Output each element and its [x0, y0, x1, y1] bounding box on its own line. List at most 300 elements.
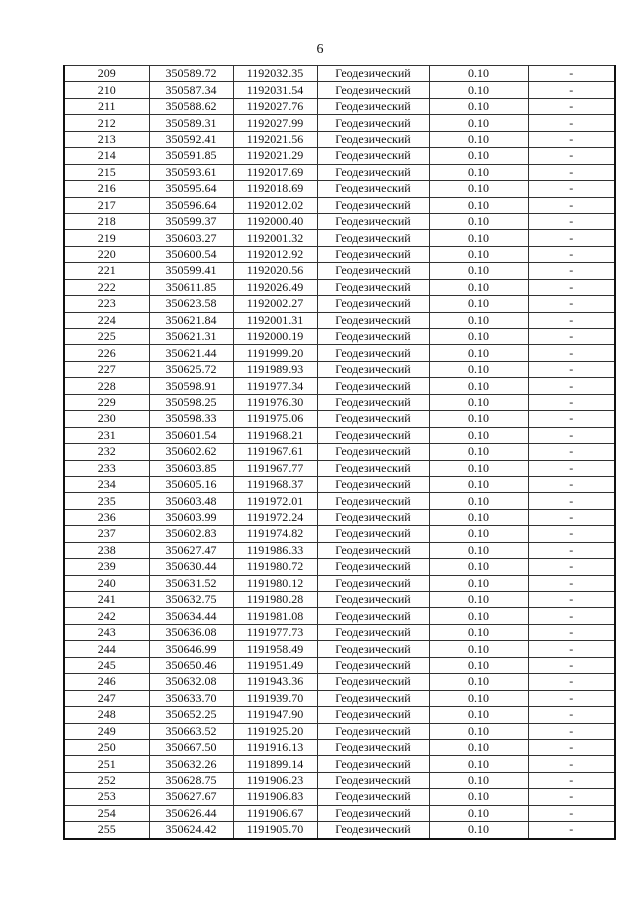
table-row: [64, 296, 615, 312]
accuracy-cell: 0.10: [429, 148, 528, 164]
x-coordinate-cell: 350631.52: [149, 575, 233, 591]
accuracy-cell: 0.10: [429, 279, 528, 295]
y-coordinate-cell: 1191906.23: [233, 772, 317, 788]
y-coordinate-cell: 1192017.69: [233, 164, 317, 180]
method-cell: Геодезический: [317, 526, 429, 542]
x-coordinate-cell: 350599.37: [149, 213, 233, 229]
table-row: [64, 476, 615, 492]
table-row: [64, 805, 615, 821]
method-cell: Геодезический: [317, 444, 429, 460]
y-coordinate-cell: 1192026.49: [233, 279, 317, 295]
method-cell: Геодезический: [317, 115, 429, 131]
accuracy-cell: 0.10: [429, 98, 528, 114]
method-cell: Геодезический: [317, 197, 429, 213]
accuracy-cell: 0.10: [429, 805, 528, 821]
y-coordinate-cell: 1191939.70: [233, 690, 317, 706]
method-cell: Геодезический: [317, 624, 429, 640]
table-row: [64, 246, 615, 262]
method-cell: Геодезический: [317, 394, 429, 410]
point-number-cell: 232: [64, 444, 149, 460]
method-cell: Геодезический: [317, 164, 429, 180]
method-cell: Геодезический: [317, 559, 429, 575]
accuracy-cell: 0.10: [429, 707, 528, 723]
method-cell: Геодезический: [317, 66, 429, 82]
accuracy-cell: 0.10: [429, 476, 528, 492]
table-row: [64, 279, 615, 295]
x-coordinate-cell: 350595.64: [149, 181, 233, 197]
x-coordinate-cell: 350611.85: [149, 279, 233, 295]
point-number-cell: 244: [64, 641, 149, 657]
x-coordinate-cell: 350596.64: [149, 197, 233, 213]
table-row: [64, 559, 615, 575]
x-coordinate-cell: 350598.25: [149, 394, 233, 410]
x-coordinate-cell: 350626.44: [149, 805, 233, 821]
point-number-cell: 233: [64, 460, 149, 476]
coordinates-table: [63, 65, 616, 840]
y-coordinate-cell: 1191980.28: [233, 592, 317, 608]
y-coordinate-cell: 1191925.20: [233, 723, 317, 739]
method-cell: Геодезический: [317, 230, 429, 246]
method-cell: Геодезический: [317, 411, 429, 427]
x-coordinate-cell: 350603.27: [149, 230, 233, 246]
point-number-cell: 234: [64, 476, 149, 492]
x-coordinate-cell: 350634.44: [149, 608, 233, 624]
point-number-cell: 218: [64, 213, 149, 229]
method-cell: Геодезический: [317, 542, 429, 558]
accuracy-cell: 0.10: [429, 164, 528, 180]
accuracy-cell: 0.10: [429, 296, 528, 312]
x-coordinate-cell: 350630.44: [149, 559, 233, 575]
accuracy-cell: 0.10: [429, 213, 528, 229]
x-coordinate-cell: 350599.41: [149, 263, 233, 279]
description-cell: -: [528, 164, 615, 180]
y-coordinate-cell: 1191968.37: [233, 476, 317, 492]
accuracy-cell: 0.10: [429, 246, 528, 262]
table-row: [64, 312, 615, 328]
y-coordinate-cell: 1192012.92: [233, 246, 317, 262]
y-coordinate-cell: 1191986.33: [233, 542, 317, 558]
method-cell: Геодезический: [317, 427, 429, 443]
y-coordinate-cell: 1192031.54: [233, 82, 317, 98]
accuracy-cell: 0.10: [429, 674, 528, 690]
accuracy-cell: 0.10: [429, 526, 528, 542]
table-row: [64, 427, 615, 443]
method-cell: Геодезический: [317, 789, 429, 805]
accuracy-cell: 0.10: [429, 263, 528, 279]
y-coordinate-cell: 1191916.13: [233, 739, 317, 755]
coordinates-table-body: [64, 66, 615, 839]
y-coordinate-cell: 1191906.67: [233, 805, 317, 821]
method-cell: Геодезический: [317, 575, 429, 591]
x-coordinate-cell: 350587.34: [149, 82, 233, 98]
y-coordinate-cell: 1192021.56: [233, 131, 317, 147]
point-number-cell: 240: [64, 575, 149, 591]
x-coordinate-cell: 350598.91: [149, 378, 233, 394]
table-row: [64, 756, 615, 772]
table-row: [64, 509, 615, 525]
description-cell: -: [528, 181, 615, 197]
y-coordinate-cell: 1191974.82: [233, 526, 317, 542]
method-cell: Геодезический: [317, 279, 429, 295]
accuracy-cell: 0.10: [429, 345, 528, 361]
y-coordinate-cell: 1192032.35: [233, 66, 317, 82]
method-cell: Геодезический: [317, 98, 429, 114]
table-row: [64, 361, 615, 377]
accuracy-cell: 0.10: [429, 361, 528, 377]
table-row: [64, 411, 615, 427]
accuracy-cell: 0.10: [429, 230, 528, 246]
method-cell: Геодезический: [317, 460, 429, 476]
accuracy-cell: 0.10: [429, 772, 528, 788]
point-number-cell: 209: [64, 66, 149, 82]
point-number-cell: 243: [64, 624, 149, 640]
table-row: [64, 707, 615, 723]
x-coordinate-cell: 350592.41: [149, 131, 233, 147]
point-number-cell: 230: [64, 411, 149, 427]
description-cell: -: [528, 542, 615, 558]
method-cell: Геодезический: [317, 131, 429, 147]
page-number: 6: [316, 42, 324, 57]
point-number-cell: 242: [64, 608, 149, 624]
accuracy-cell: 0.10: [429, 197, 528, 213]
table-row: [64, 98, 615, 114]
y-coordinate-cell: 1191975.06: [233, 411, 317, 427]
method-cell: Геодезический: [317, 690, 429, 706]
description-cell: -: [528, 476, 615, 492]
accuracy-cell: 0.10: [429, 739, 528, 755]
x-coordinate-cell: 350591.85: [149, 148, 233, 164]
y-coordinate-cell: 1192027.76: [233, 98, 317, 114]
description-cell: -: [528, 411, 615, 427]
point-number-cell: 231: [64, 427, 149, 443]
table-row: [64, 230, 615, 246]
y-coordinate-cell: 1191905.70: [233, 822, 317, 839]
point-number-cell: 227: [64, 361, 149, 377]
x-coordinate-cell: 350598.33: [149, 411, 233, 427]
y-coordinate-cell: 1192020.56: [233, 263, 317, 279]
point-number-cell: 250: [64, 739, 149, 755]
point-number-cell: 222: [64, 279, 149, 295]
y-coordinate-cell: 1191967.77: [233, 460, 317, 476]
description-cell: -: [528, 674, 615, 690]
table-row: [64, 542, 615, 558]
accuracy-cell: 0.10: [429, 657, 528, 673]
table-row: [64, 772, 615, 788]
description-cell: -: [528, 789, 615, 805]
table-row: [64, 66, 615, 82]
x-coordinate-cell: 350632.75: [149, 592, 233, 608]
method-cell: Геодезический: [317, 246, 429, 262]
x-coordinate-cell: 350621.31: [149, 329, 233, 345]
point-number-cell: 249: [64, 723, 149, 739]
table-row: [64, 723, 615, 739]
description-cell: -: [528, 624, 615, 640]
point-number-cell: 238: [64, 542, 149, 558]
point-number-cell: 253: [64, 789, 149, 805]
table-row: [64, 197, 615, 213]
point-number-cell: 237: [64, 526, 149, 542]
description-cell: -: [528, 82, 615, 98]
table-row: [64, 575, 615, 591]
y-coordinate-cell: 1191899.14: [233, 756, 317, 772]
description-cell: -: [528, 805, 615, 821]
y-coordinate-cell: 1191989.93: [233, 361, 317, 377]
description-cell: -: [528, 493, 615, 509]
description-cell: -: [528, 592, 615, 608]
table-row: [64, 181, 615, 197]
point-number-cell: 225: [64, 329, 149, 345]
table-row: [64, 624, 615, 640]
description-cell: -: [528, 329, 615, 345]
method-cell: Геодезический: [317, 723, 429, 739]
point-number-cell: 228: [64, 378, 149, 394]
table-row: [64, 115, 615, 131]
method-cell: Геодезический: [317, 296, 429, 312]
y-coordinate-cell: 1192000.19: [233, 329, 317, 345]
method-cell: Геодезический: [317, 772, 429, 788]
x-coordinate-cell: 350603.48: [149, 493, 233, 509]
accuracy-cell: 0.10: [429, 690, 528, 706]
y-coordinate-cell: 1191976.30: [233, 394, 317, 410]
x-coordinate-cell: 350589.72: [149, 66, 233, 82]
point-number-cell: 220: [64, 246, 149, 262]
description-cell: -: [528, 361, 615, 377]
method-cell: Геодезический: [317, 476, 429, 492]
accuracy-cell: 0.10: [429, 131, 528, 147]
point-number-cell: 236: [64, 509, 149, 525]
description-cell: -: [528, 723, 615, 739]
accuracy-cell: 0.10: [429, 592, 528, 608]
table-row: [64, 739, 615, 755]
x-coordinate-cell: 350652.25: [149, 707, 233, 723]
x-coordinate-cell: 350633.70: [149, 690, 233, 706]
y-coordinate-cell: 1191958.49: [233, 641, 317, 657]
y-coordinate-cell: 1191972.01: [233, 493, 317, 509]
description-cell: -: [528, 526, 615, 542]
point-number-cell: 252: [64, 772, 149, 788]
description-cell: -: [528, 296, 615, 312]
table-row: [64, 789, 615, 805]
point-number-cell: 221: [64, 263, 149, 279]
description-cell: -: [528, 657, 615, 673]
table-row: [64, 822, 615, 839]
point-number-cell: 229: [64, 394, 149, 410]
table-row: [64, 394, 615, 410]
accuracy-cell: 0.10: [429, 312, 528, 328]
accuracy-cell: 0.10: [429, 460, 528, 476]
x-coordinate-cell: 350627.47: [149, 542, 233, 558]
description-cell: -: [528, 460, 615, 476]
method-cell: Геодезический: [317, 378, 429, 394]
x-coordinate-cell: 350632.08: [149, 674, 233, 690]
description-cell: -: [528, 444, 615, 460]
point-number-cell: 241: [64, 592, 149, 608]
accuracy-cell: 0.10: [429, 115, 528, 131]
x-coordinate-cell: 350602.83: [149, 526, 233, 542]
description-cell: -: [528, 213, 615, 229]
description-cell: -: [528, 345, 615, 361]
table-row: [64, 213, 615, 229]
table-row: [64, 164, 615, 180]
x-coordinate-cell: 350621.84: [149, 312, 233, 328]
method-cell: Геодезический: [317, 213, 429, 229]
y-coordinate-cell: 1192002.27: [233, 296, 317, 312]
point-number-cell: 224: [64, 312, 149, 328]
point-number-cell: 212: [64, 115, 149, 131]
y-coordinate-cell: 1191977.34: [233, 378, 317, 394]
method-cell: Геодезический: [317, 641, 429, 657]
point-number-cell: 216: [64, 181, 149, 197]
table-row: [64, 657, 615, 673]
description-cell: -: [528, 707, 615, 723]
description-cell: -: [528, 427, 615, 443]
y-coordinate-cell: 1192001.31: [233, 312, 317, 328]
method-cell: Геодезический: [317, 345, 429, 361]
method-cell: Геодезический: [317, 608, 429, 624]
point-number-cell: 248: [64, 707, 149, 723]
table-row: [64, 148, 615, 164]
x-coordinate-cell: 350605.16: [149, 476, 233, 492]
point-number-cell: 217: [64, 197, 149, 213]
accuracy-cell: 0.10: [429, 723, 528, 739]
description-cell: -: [528, 575, 615, 591]
x-coordinate-cell: 350603.99: [149, 509, 233, 525]
accuracy-cell: 0.10: [429, 542, 528, 558]
method-cell: Геодезический: [317, 361, 429, 377]
table-row: [64, 608, 615, 624]
point-number-cell: 251: [64, 756, 149, 772]
point-number-cell: 219: [64, 230, 149, 246]
table-row: [64, 329, 615, 345]
description-cell: -: [528, 756, 615, 772]
table-row: [64, 493, 615, 509]
description-cell: -: [528, 312, 615, 328]
accuracy-cell: 0.10: [429, 624, 528, 640]
y-coordinate-cell: 1192001.32: [233, 230, 317, 246]
x-coordinate-cell: 350625.72: [149, 361, 233, 377]
accuracy-cell: 0.10: [429, 427, 528, 443]
accuracy-cell: 0.10: [429, 608, 528, 624]
description-cell: -: [528, 98, 615, 114]
accuracy-cell: 0.10: [429, 559, 528, 575]
table-row: [64, 378, 615, 394]
accuracy-cell: 0.10: [429, 444, 528, 460]
description-cell: -: [528, 230, 615, 246]
method-cell: Геодезический: [317, 263, 429, 279]
table-row: [64, 526, 615, 542]
x-coordinate-cell: 350589.31: [149, 115, 233, 131]
point-number-cell: 226: [64, 345, 149, 361]
accuracy-cell: 0.10: [429, 822, 528, 839]
method-cell: Геодезический: [317, 822, 429, 839]
point-number-cell: 215: [64, 164, 149, 180]
description-cell: -: [528, 115, 615, 131]
y-coordinate-cell: 1191981.08: [233, 608, 317, 624]
x-coordinate-cell: 350650.46: [149, 657, 233, 673]
accuracy-cell: 0.10: [429, 394, 528, 410]
x-coordinate-cell: 350602.62: [149, 444, 233, 460]
y-coordinate-cell: 1191906.83: [233, 789, 317, 805]
description-cell: -: [528, 197, 615, 213]
x-coordinate-cell: 350663.52: [149, 723, 233, 739]
method-cell: Геодезический: [317, 805, 429, 821]
accuracy-cell: 0.10: [429, 411, 528, 427]
y-coordinate-cell: 1192000.40: [233, 213, 317, 229]
accuracy-cell: 0.10: [429, 82, 528, 98]
method-cell: Геодезический: [317, 657, 429, 673]
table-row: [64, 690, 615, 706]
method-cell: Геодезический: [317, 82, 429, 98]
x-coordinate-cell: 350603.85: [149, 460, 233, 476]
description-cell: -: [528, 263, 615, 279]
table-row: [64, 592, 615, 608]
x-coordinate-cell: 350628.75: [149, 772, 233, 788]
table-row: [64, 674, 615, 690]
description-cell: -: [528, 690, 615, 706]
point-number-cell: 213: [64, 131, 149, 147]
x-coordinate-cell: 350627.67: [149, 789, 233, 805]
x-coordinate-cell: 350624.42: [149, 822, 233, 839]
table-row: [64, 263, 615, 279]
x-coordinate-cell: 350593.61: [149, 164, 233, 180]
description-cell: -: [528, 608, 615, 624]
y-coordinate-cell: 1192018.69: [233, 181, 317, 197]
y-coordinate-cell: 1191947.90: [233, 707, 317, 723]
y-coordinate-cell: 1191943.36: [233, 674, 317, 690]
table-row: [64, 345, 615, 361]
y-coordinate-cell: 1192027.99: [233, 115, 317, 131]
x-coordinate-cell: 350588.62: [149, 98, 233, 114]
description-cell: -: [528, 279, 615, 295]
description-cell: -: [528, 509, 615, 525]
y-coordinate-cell: 1191980.12: [233, 575, 317, 591]
y-coordinate-cell: 1191999.20: [233, 345, 317, 361]
table-row: [64, 641, 615, 657]
point-number-cell: 254: [64, 805, 149, 821]
method-cell: Геодезический: [317, 707, 429, 723]
point-number-cell: 211: [64, 98, 149, 114]
description-cell: -: [528, 394, 615, 410]
y-coordinate-cell: 1191967.61: [233, 444, 317, 460]
description-cell: -: [528, 772, 615, 788]
accuracy-cell: 0.10: [429, 181, 528, 197]
point-number-cell: 235: [64, 493, 149, 509]
method-cell: Геодезический: [317, 674, 429, 690]
x-coordinate-cell: 350667.50: [149, 739, 233, 755]
table-row: [64, 444, 615, 460]
x-coordinate-cell: 350621.44: [149, 345, 233, 361]
method-cell: Геодезический: [317, 148, 429, 164]
x-coordinate-cell: 350600.54: [149, 246, 233, 262]
method-cell: Геодезический: [317, 181, 429, 197]
method-cell: Геодезический: [317, 312, 429, 328]
point-number-cell: 239: [64, 559, 149, 575]
x-coordinate-cell: 350646.99: [149, 641, 233, 657]
point-number-cell: 223: [64, 296, 149, 312]
accuracy-cell: 0.10: [429, 493, 528, 509]
point-number-cell: 214: [64, 148, 149, 164]
y-coordinate-cell: 1191977.73: [233, 624, 317, 640]
table-row: [64, 131, 615, 147]
accuracy-cell: 0.10: [429, 66, 528, 82]
description-cell: -: [528, 131, 615, 147]
description-cell: -: [528, 378, 615, 394]
method-cell: Геодезический: [317, 509, 429, 525]
point-number-cell: 247: [64, 690, 149, 706]
description-cell: -: [528, 739, 615, 755]
method-cell: Геодезический: [317, 592, 429, 608]
y-coordinate-cell: 1192021.29: [233, 148, 317, 164]
